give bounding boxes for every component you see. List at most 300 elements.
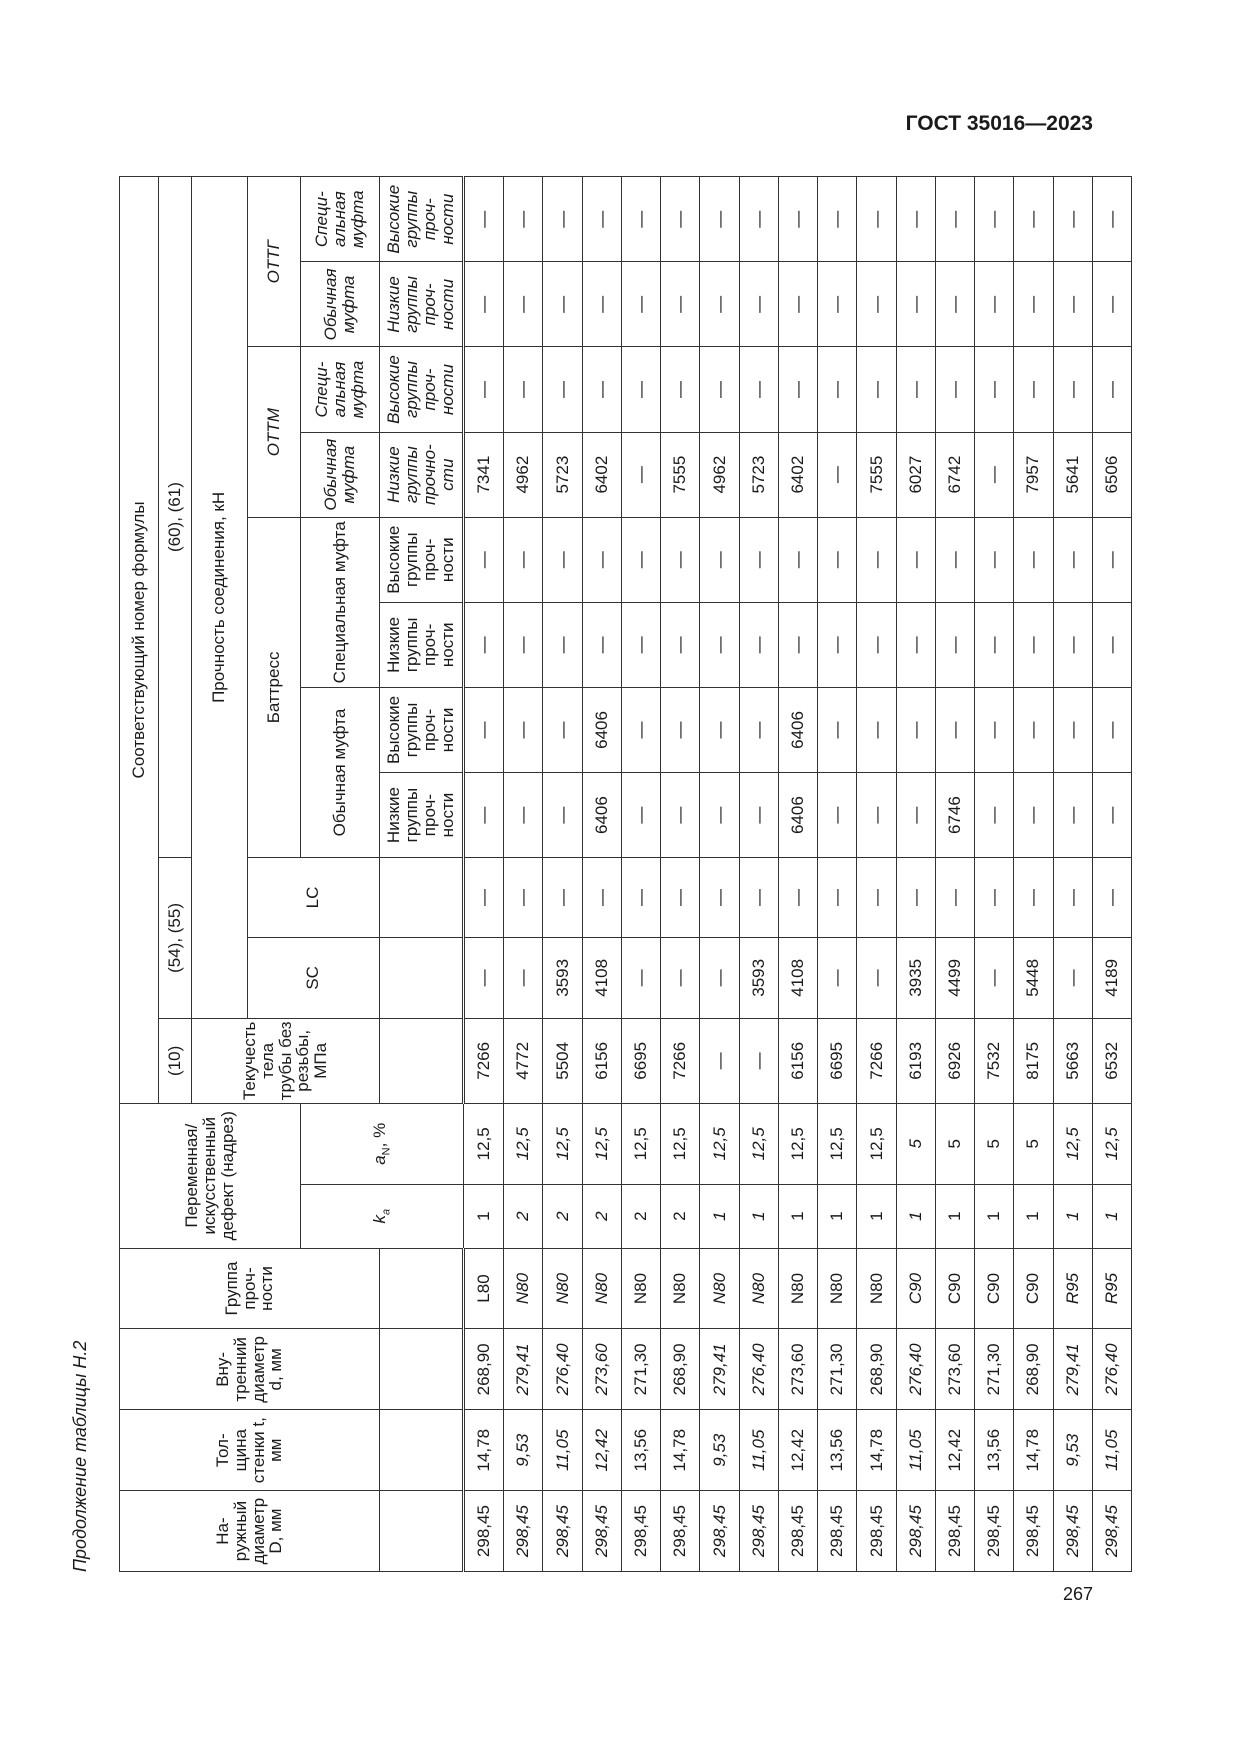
table-cell: — — [1092, 262, 1131, 347]
table-cell: 3593 — [739, 937, 778, 1018]
table-cell: 2 — [504, 1184, 543, 1248]
col-sc-cont — [380, 937, 464, 1018]
table-cell: 6156 — [582, 1018, 621, 1103]
table-cell: 12,5 — [543, 1103, 582, 1184]
table-cell: 271,30 — [621, 1329, 660, 1410]
table-cell: — — [975, 858, 1014, 938]
table-cell: — — [1014, 177, 1053, 262]
table-cell: N80 — [778, 1248, 817, 1329]
ottg-regular-low: Низкие группы проч- ности — [380, 262, 464, 347]
table-cell: 12,5 — [464, 1103, 504, 1184]
table-cell: 3935 — [896, 937, 935, 1018]
table-body — [464, 177, 1132, 1572]
table-cell: — — [543, 687, 582, 772]
table-cell: — — [935, 858, 974, 938]
ottm-special-coupling: Специ- альная муфта — [301, 347, 380, 432]
table-cell: — — [582, 347, 621, 432]
table-cell: — — [504, 773, 543, 858]
table-cell: — — [504, 347, 543, 432]
table-cell: — — [818, 262, 857, 347]
table-cell: — — [621, 687, 660, 772]
table-row — [975, 177, 1014, 1572]
table-row — [700, 177, 739, 1572]
table-cell: — — [935, 177, 974, 262]
table-cell: — — [975, 773, 1014, 858]
table-cell: 4962 — [504, 432, 543, 517]
table-cell: 6506 — [1092, 432, 1131, 517]
table-cell: 11,05 — [1092, 1410, 1131, 1491]
table-cell: 12,5 — [700, 1103, 739, 1184]
table-cell: 298,45 — [935, 1491, 974, 1572]
table-cell: 7555 — [857, 432, 896, 517]
table-cell: 2 — [661, 1184, 700, 1248]
col-yield-strength: Текучесть тела трубы без резьбы, МПа — [192, 1018, 380, 1103]
table-cell: — — [661, 262, 700, 347]
table-cell: 298,45 — [543, 1491, 582, 1572]
table-cell: — — [739, 262, 778, 347]
table-cell: R95 — [1053, 1248, 1092, 1329]
table-cell: 298,45 — [700, 1491, 739, 1572]
table-cell: 4108 — [778, 937, 817, 1018]
table-cell: — — [778, 177, 817, 262]
table-cell: — — [504, 687, 543, 772]
ottm-regular-coupling: Обычная муфта — [301, 432, 380, 517]
table-cell: 5504 — [543, 1018, 582, 1103]
table-cell: — — [975, 432, 1014, 517]
col-inner-diameter: Вну- тренний диаметр d, мм — [120, 1329, 380, 1410]
table-cell: — — [818, 602, 857, 687]
table-row — [818, 177, 857, 1572]
table-cell: 7266 — [464, 1018, 504, 1103]
table-cell: 9,53 — [504, 1410, 543, 1491]
table-cell: — — [621, 517, 660, 602]
table-cell: — — [504, 602, 543, 687]
table-cell: 5 — [896, 1103, 935, 1184]
table-cell: — — [700, 347, 739, 432]
buttress-header: Баттресс — [247, 517, 301, 857]
table-cell: 9,53 — [700, 1410, 739, 1491]
table-cell: — — [1053, 517, 1092, 602]
table-cell: 7266 — [857, 1018, 896, 1103]
table-cell: 298,45 — [661, 1491, 700, 1572]
table-cell: 5723 — [739, 432, 778, 517]
table-cell: 5 — [1014, 1103, 1053, 1184]
table-cell: — — [778, 262, 817, 347]
ottg-special-coupling: Специ- альная муфта — [301, 177, 380, 262]
table-cell: — — [1053, 687, 1092, 772]
table-cell: — — [739, 1018, 778, 1103]
table-row — [857, 177, 896, 1572]
table-cell: — — [464, 773, 504, 858]
table-cell: N80 — [661, 1248, 700, 1329]
table-cell: — — [621, 347, 660, 432]
table-cell: — — [621, 602, 660, 687]
table-cell: — — [543, 602, 582, 687]
table-cell: — — [896, 773, 935, 858]
table-row — [504, 177, 543, 1572]
table-cell: 298,45 — [739, 1491, 778, 1572]
strength-table — [119, 176, 1132, 1572]
col-an: $a_N$, % — [301, 1103, 464, 1184]
formula-54-55: (54), (55) — [159, 858, 192, 1019]
table-cell: 298,45 — [504, 1491, 543, 1572]
table-cell: 268,90 — [464, 1329, 504, 1410]
ottg-special-high: Высокие группы проч- ности — [380, 177, 464, 262]
table-cell: — — [464, 602, 504, 687]
table-cell: 298,45 — [621, 1491, 660, 1572]
col-ka: $k_a$ — [301, 1184, 464, 1248]
col-strength-group-cont — [380, 1248, 464, 1329]
table-row — [935, 177, 974, 1572]
table-cell: — — [1053, 773, 1092, 858]
table-cell: — — [1092, 602, 1131, 687]
table-row — [582, 177, 621, 1572]
table-cell: — — [1092, 687, 1131, 772]
table-cell: 7555 — [661, 432, 700, 517]
table-cell: — — [857, 687, 896, 772]
table-cell: 12,5 — [1053, 1103, 1092, 1184]
table-cell: 12,42 — [935, 1410, 974, 1491]
table-cell: 4499 — [935, 937, 974, 1018]
buttress-regular-low: Низкие группы проч- ности — [380, 773, 464, 858]
table-cell: — — [464, 177, 504, 262]
formula-10: (10) — [159, 1018, 192, 1103]
table-cell: — — [1053, 858, 1092, 938]
table-cell: — — [661, 347, 700, 432]
table-cell: — — [582, 177, 621, 262]
table-cell: 6695 — [818, 1018, 857, 1103]
table-cell: 12,42 — [582, 1410, 621, 1491]
table-cell: 276,40 — [896, 1329, 935, 1410]
table-cell: 276,40 — [739, 1329, 778, 1410]
table-cell: 3593 — [543, 937, 582, 1018]
table-cell: C90 — [935, 1248, 974, 1329]
table-cell: — — [739, 517, 778, 602]
col-lc: LC — [247, 858, 380, 938]
table-cell: 7532 — [975, 1018, 1014, 1103]
table-cell: N80 — [739, 1248, 778, 1329]
table-row — [621, 177, 660, 1572]
table-cell: 5723 — [543, 432, 582, 517]
table-cell: — — [464, 262, 504, 347]
table-cell: — — [504, 858, 543, 938]
table-cell: 298,45 — [896, 1491, 935, 1572]
col-sc: SC — [247, 937, 380, 1018]
rotated-table-container — [119, 176, 1122, 1572]
table-cell: 12,5 — [661, 1103, 700, 1184]
table-cell: — — [778, 347, 817, 432]
table-row — [739, 177, 778, 1572]
table-cell: — — [778, 858, 817, 938]
table-cell: — — [543, 517, 582, 602]
table-cell: N80 — [543, 1248, 582, 1329]
standard-number: ГОСТ 35016—2023 — [905, 112, 1093, 135]
table-cell: 11,05 — [543, 1410, 582, 1491]
col-outer-diameter-cont — [380, 1491, 464, 1572]
table-cell: 4962 — [700, 432, 739, 517]
table-cell: N80 — [818, 1248, 857, 1329]
table-cell: 298,45 — [464, 1491, 504, 1572]
table-cell: — — [582, 602, 621, 687]
table-cell: — — [935, 347, 974, 432]
table-cell: C90 — [975, 1248, 1014, 1329]
table-cell: 6406 — [582, 773, 621, 858]
buttress-regular-coupling: Обычная муфта — [301, 687, 380, 857]
table-cell: — — [700, 858, 739, 938]
table-cell: — — [1053, 937, 1092, 1018]
table-cell: — — [1014, 347, 1053, 432]
table-cell: 9,53 — [1053, 1410, 1092, 1491]
table-cell: 4772 — [504, 1018, 543, 1103]
ottm-regular-low: Низкие группы прочно- сти — [380, 432, 464, 517]
table-cell: — — [935, 262, 974, 347]
table-row — [1092, 177, 1131, 1572]
table-cell: — — [504, 262, 543, 347]
table-cell: N80 — [582, 1248, 621, 1329]
col-yield-strength-cont — [380, 1018, 464, 1103]
table-cell: — — [975, 937, 1014, 1018]
table-cell: 279,41 — [1053, 1329, 1092, 1410]
col-inner-diameter-cont — [380, 1329, 464, 1410]
table-cell: — — [857, 602, 896, 687]
table-cell: — — [975, 602, 1014, 687]
table-cell: 12,5 — [504, 1103, 543, 1184]
table-cell: — — [1053, 602, 1092, 687]
table-cell: — — [700, 262, 739, 347]
table-cell: — — [661, 937, 700, 1018]
table-cell: — — [543, 262, 582, 347]
table-cell: — — [935, 517, 974, 602]
page-number: 267 — [1062, 1584, 1093, 1604]
table-cell: — — [1053, 177, 1092, 262]
table-cell: 271,30 — [818, 1329, 857, 1410]
table-cell: — — [621, 262, 660, 347]
table-cell: — — [582, 858, 621, 938]
table-cell: — — [975, 262, 1014, 347]
table-cell: N80 — [504, 1248, 543, 1329]
table-cell: 298,45 — [857, 1491, 896, 1572]
table-cell: 1 — [700, 1184, 739, 1248]
table-cell: — — [661, 858, 700, 938]
col-outer-diameter: На- ружный диаметр D, мм — [120, 1491, 380, 1572]
table-cell: — — [778, 517, 817, 602]
table-cell: 12,5 — [582, 1103, 621, 1184]
table-cell: 6406 — [778, 773, 817, 858]
table-cell: — — [543, 177, 582, 262]
table-cell: — — [896, 347, 935, 432]
table-cell: 4189 — [1092, 937, 1131, 1018]
table-cell: — — [1092, 177, 1131, 262]
col-strength-group: Группа проч- ности — [120, 1248, 380, 1329]
table-cell: 14,78 — [857, 1410, 896, 1491]
table-row — [1014, 177, 1053, 1572]
table-cell: 5663 — [1053, 1018, 1092, 1103]
table-cell: 1 — [464, 1184, 504, 1248]
table-cell: 6402 — [582, 432, 621, 517]
table-cell: — — [818, 687, 857, 772]
table-cell: R95 — [1092, 1248, 1131, 1329]
table-cell: — — [661, 773, 700, 858]
table-cell: 12,42 — [778, 1410, 817, 1491]
table-cell: 273,60 — [582, 1329, 621, 1410]
table-cell: 276,40 — [543, 1329, 582, 1410]
table-cell: C90 — [896, 1248, 935, 1329]
table-cell: — — [896, 602, 935, 687]
table-cell: 11,05 — [896, 1410, 935, 1491]
table-cell: C90 — [1014, 1248, 1053, 1329]
table-cell: — — [1092, 773, 1131, 858]
table-cell: 14,78 — [1014, 1410, 1053, 1491]
buttress-special-high: Высокие группы проч- ности — [380, 517, 464, 602]
table-cell: — — [896, 262, 935, 347]
table-cell: — — [818, 432, 857, 517]
col-wall-thickness-cont — [380, 1410, 464, 1491]
table-cell: — — [739, 347, 778, 432]
connection-strength-header: Прочность соединения, кН — [192, 177, 248, 1019]
table-cell: N80 — [621, 1248, 660, 1329]
table-cell: — — [896, 177, 935, 262]
table-cell: 6695 — [621, 1018, 660, 1103]
table-cell: — — [464, 687, 504, 772]
table-cell: — — [818, 773, 857, 858]
table-row — [661, 177, 700, 1572]
table-cell: — — [857, 858, 896, 938]
table-cell: 6742 — [935, 432, 974, 517]
table-cell: — — [896, 687, 935, 772]
table-cell: 7957 — [1014, 432, 1053, 517]
table-cell: 298,45 — [1014, 1491, 1053, 1572]
table-cell: 13,56 — [621, 1410, 660, 1491]
table-cell: — — [543, 858, 582, 938]
ottg-header: ОТТГ — [247, 177, 301, 347]
table-cell: — — [975, 687, 1014, 772]
table-cell: — — [818, 517, 857, 602]
table-cell: — — [1092, 517, 1131, 602]
table-cell: — — [975, 177, 1014, 262]
table-cell: — — [857, 347, 896, 432]
table-cell: 5448 — [1014, 937, 1053, 1018]
table-cell: — — [661, 602, 700, 687]
table-cell: — — [661, 517, 700, 602]
table-cell: 279,41 — [700, 1329, 739, 1410]
table-cell: — — [857, 262, 896, 347]
table-cell: — — [464, 347, 504, 432]
table-cell: — — [504, 177, 543, 262]
table-cell: — — [504, 517, 543, 602]
table-cell: 14,78 — [464, 1410, 504, 1491]
table-cell: — — [700, 517, 739, 602]
table-cell: 1 — [778, 1184, 817, 1248]
table-cell: — — [1014, 262, 1053, 347]
table-cell: — — [621, 858, 660, 938]
table-cell: — — [621, 432, 660, 517]
ottm-header: ОТТМ — [247, 347, 301, 517]
table-cell: 6027 — [896, 432, 935, 517]
table-cell: 5 — [935, 1103, 974, 1184]
table-cell: 279,41 — [504, 1329, 543, 1410]
table-cell: 6406 — [778, 687, 817, 772]
table-row — [896, 177, 935, 1572]
table-cell: — — [857, 177, 896, 262]
table-cell: — — [1053, 347, 1092, 432]
table-cell: 8175 — [1014, 1018, 1053, 1103]
table-cell: 12,5 — [739, 1103, 778, 1184]
table-cell: 6193 — [896, 1018, 935, 1103]
table-cell: — — [504, 937, 543, 1018]
table-cell: 273,60 — [778, 1329, 817, 1410]
table-cell: 5641 — [1053, 432, 1092, 517]
table-cell: — — [661, 687, 700, 772]
table-cell: — — [857, 517, 896, 602]
table-cell: 1 — [1053, 1184, 1092, 1248]
table-cell: — — [739, 177, 778, 262]
table-cell: — — [1014, 602, 1053, 687]
table-cell: 12,5 — [1092, 1103, 1131, 1184]
table-cell: — — [700, 773, 739, 858]
table-cell: — — [1053, 262, 1092, 347]
table-cell: — — [818, 177, 857, 262]
buttress-special-low: Низкие группы проч- ности — [380, 602, 464, 687]
buttress-special-coupling: Специальная муфта — [301, 517, 380, 687]
table-cell: — — [661, 177, 700, 262]
table-cell: — — [975, 347, 1014, 432]
table-cell: — — [543, 773, 582, 858]
table-cell: 298,45 — [582, 1491, 621, 1572]
table-cell: — — [739, 773, 778, 858]
table-cell: — — [896, 517, 935, 602]
table-row — [464, 177, 504, 1572]
table-cell: — — [1014, 687, 1053, 772]
table-cell: 298,45 — [818, 1491, 857, 1572]
table-cell: 4108 — [582, 937, 621, 1018]
table-cell: — — [1014, 858, 1053, 938]
table-continuation-caption: Продолжение таблицы Н.2 — [70, 1340, 90, 1572]
table-cell: — — [857, 773, 896, 858]
table-cell: 273,60 — [935, 1329, 974, 1410]
col-wall-thickness: Тол- щина стенки t, мм — [120, 1410, 380, 1491]
table-cell: 6402 — [778, 432, 817, 517]
ottm-special-high: Высокие группы проч- ности — [380, 347, 464, 432]
table-cell: — — [739, 858, 778, 938]
table-cell: — — [621, 177, 660, 262]
table-cell: 6746 — [935, 773, 974, 858]
table-cell: — — [464, 858, 504, 938]
table-cell: 12,5 — [857, 1103, 896, 1184]
table-cell: — — [700, 602, 739, 687]
table-cell: 6532 — [1092, 1018, 1131, 1103]
table-cell: 2 — [582, 1184, 621, 1248]
table-cell: — — [935, 687, 974, 772]
table-cell: 13,56 — [975, 1410, 1014, 1491]
table-cell: N80 — [700, 1248, 739, 1329]
table-cell: 1 — [1092, 1184, 1131, 1248]
table-cell: 6156 — [778, 1018, 817, 1103]
table-cell: 298,45 — [975, 1491, 1014, 1572]
buttress-regular-high: Высокие группы проч- ности — [380, 687, 464, 772]
table-cell: — — [582, 517, 621, 602]
table-cell: — — [464, 517, 504, 602]
table-cell: 268,90 — [1014, 1329, 1053, 1410]
table-cell: 1 — [896, 1184, 935, 1248]
table-cell: — — [1014, 773, 1053, 858]
table-cell: 1 — [935, 1184, 974, 1248]
table-cell: 298,45 — [778, 1491, 817, 1572]
table-cell: — — [1092, 858, 1131, 938]
table-cell: — — [621, 937, 660, 1018]
table-cell: 298,45 — [1092, 1491, 1131, 1572]
table-cell: 268,90 — [857, 1329, 896, 1410]
table-cell: — — [1092, 347, 1131, 432]
